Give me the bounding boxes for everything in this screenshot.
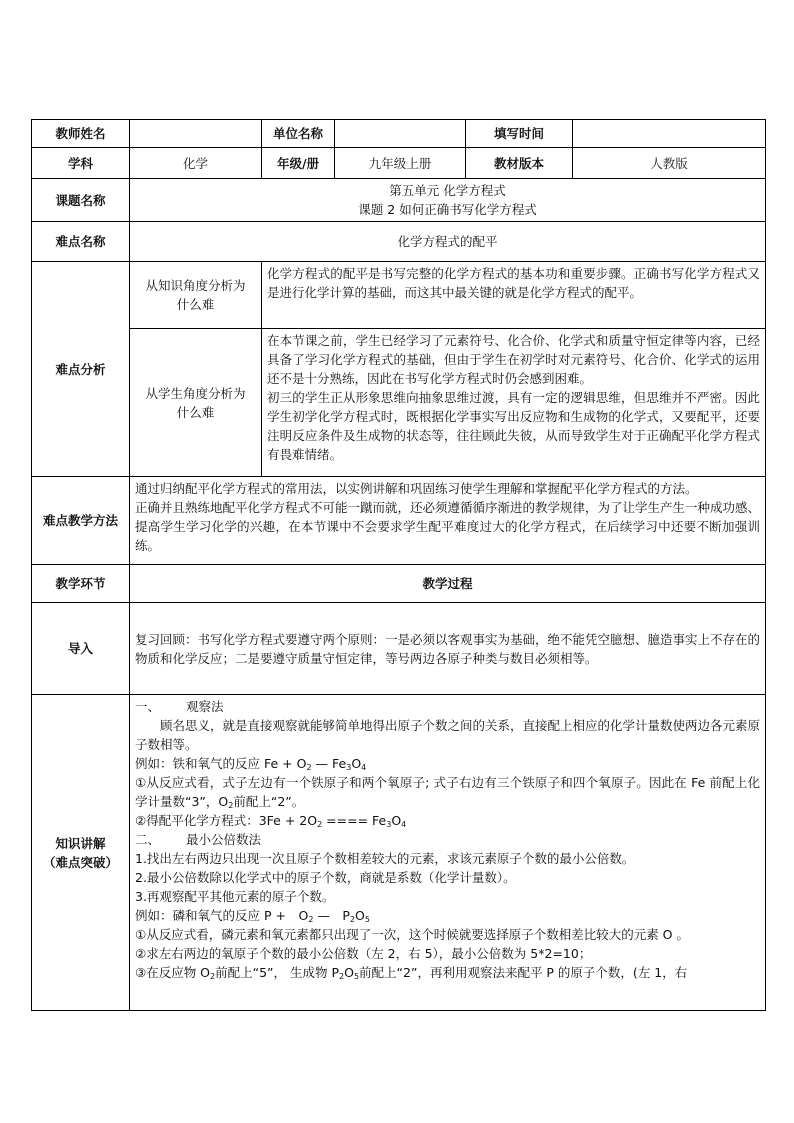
method-para-1: 通过归纳配平化学方程式的常用法，以实例讲解和巩固练习使学生理解和掌握配平化学方程式的方法。 (135, 481, 698, 496)
eq1-sub-o4: 4 (361, 763, 367, 772)
analysis-label: 难点分析 (32, 262, 130, 477)
fill-time-field[interactable] (573, 120, 766, 148)
step2-text-c: O (391, 813, 402, 828)
s2-step3-text-a: ③在反应物 O (135, 965, 211, 980)
grade-label: 年级/册 (262, 148, 335, 179)
section-2-item-3: 3.再观察配平其他元素的原子个数。 (135, 889, 335, 904)
method-row (32, 477, 766, 565)
s2-step3-text-b: 前配上“5”， 生成物 P (215, 965, 340, 980)
section-2-number: 二、 (135, 832, 161, 847)
eq2-reactants: P + O (264, 908, 309, 923)
student-angle-para-1: 在本节课之前，学生已经学习了元素符号、化合价、化学式和质量守恒定律等内容，已经具备了学习化学方程式的基础，但由于学生在初学时对元素符号、化合价、化学式的运用还不是十分熟练，因此在书写化学方程式时仍会感到困难。 (267, 333, 760, 386)
topic-row (32, 179, 766, 222)
eq1-separator: — Fe (311, 756, 347, 771)
intro-text: 复习回顾：书写化学方程式要遵守两个原则：一是必须以客观事实为基础，绝不能凭空臆想、臆造事实上不存在的物质和化学反应；二是要遵守质量守恒定律，等号两边各原子种类与数目必须相等。 (130, 603, 766, 695)
step1-text-a: ①从反应式看，式子左边有一个铁原子和两个氧原子; 式子右边有三个铁原子和四个氧原子。因此在 Fe 前配上化学计量数“3”，O (135, 775, 760, 809)
intro-label: 导入 (32, 603, 130, 695)
topic-line-2: 课题 2 如何正确书写化学方程式 (358, 202, 537, 217)
s2-step3-sub-p2: 2 (339, 972, 345, 981)
section-2-step-3 (135, 963, 760, 982)
teacher-name-label: 教师姓名 (32, 120, 130, 148)
subject-value: 化学 (130, 148, 262, 179)
teacher-name-field[interactable] (130, 120, 262, 148)
step2-text-a: ②得配平化学方程式：3Fe + 2O (135, 813, 318, 828)
process-header: 教学过程 (130, 565, 766, 603)
stage-header: 教学环节 (32, 565, 130, 603)
topic-label: 课题名称 (32, 179, 130, 222)
method-label: 难点教学方法 (32, 477, 130, 565)
section-1-step-2 (135, 811, 760, 830)
knowledge-angle-text: 化学方程式的配平是书写完整的化学方程式的基本功和重要步骤。正确书写化学方程式又是进行化学计算的基础，而这其中最关键的就是化学方程式的配平。 (262, 262, 766, 329)
eq2-sub-p2: 2 (349, 915, 356, 924)
eq1-sub-fe3: 3 (346, 763, 352, 772)
unit-name-field[interactable] (335, 120, 466, 148)
intro-row (32, 603, 766, 695)
subject-label: 学科 (32, 148, 130, 179)
eq1-product-o: O (351, 756, 362, 771)
method-text (130, 477, 766, 565)
topic-line-1: 第五单元 化学方程式 (389, 183, 506, 198)
difficulty-row (32, 222, 766, 262)
unit-name-label: 单位名称 (262, 120, 335, 148)
section-1-description: 顾名思义，就是直接观察就能够简单地得出原子个数之间的关系，直接配上相应的化学计量数使两边各元素原子数相等。 (135, 718, 760, 752)
analysis-knowledge-row (32, 262, 766, 329)
knowledge-content-inner (135, 697, 760, 1008)
student-angle-label: 从学生角度分析为什么难 (130, 329, 262, 477)
knowledge-label (32, 695, 130, 1011)
method-para-2: 正确并且熟练地配平化学方程式不可能一蹴而就，还必须遵循循序渐进的教学规律，为了让学生产生一种成功感、提高学生学习化学的兴趣，在本节课中不会要求学生配平难度过大的化学方程式，在后续学习中还要不断加强训练。 (135, 500, 761, 553)
eq1-sub-o2: 2 (306, 763, 312, 772)
process-header-row (32, 565, 766, 603)
equation-p-o2 (264, 908, 370, 923)
eq2-sub-o5: 5 (364, 915, 370, 924)
eq2-product-o: O (355, 908, 365, 923)
step1-sub-o2: 2 (228, 801, 234, 810)
student-angle-para-2: 初三的学生正从形象思维向抽象思维过渡，具有一定的逻辑思维，但思维并不严密。因此学生初学化学方程式时，既根据化学事实写出反应物和生成物的化学式，又要配平，还要注明反应条件及生成物的状态等，往往顾此失彼，从而导致学生对于正确配平化学方程式有畏难情绪。 (267, 390, 760, 462)
section-1-step-1 (135, 773, 760, 811)
eq2-sub-o2: 2 (308, 915, 314, 924)
eq2-separator: — P (313, 908, 350, 923)
section-2-title: 最小公倍数法 (186, 832, 262, 847)
knowledge-label-line-1: 知识讲解 (55, 835, 106, 851)
textbook-label: 教材版本 (466, 148, 573, 179)
step2-sub-o4: 4 (401, 820, 407, 829)
section-1-number: 一、 (135, 699, 161, 714)
grade-value: 九年级上册 (335, 148, 466, 179)
difficulty-label: 难点名称 (32, 222, 130, 262)
knowledge-label-line-2: （难点突破） (42, 854, 118, 870)
step2-text-b: ==== Fe (322, 813, 387, 828)
section-2-step-1: ①从反应式看，磷元素和氧元素都只出现了一次，这个时候就要选择原子个数相差比较大的元素 O 。 (135, 927, 689, 942)
example-1-prefix: 例如：铁和氧气的反应 (135, 756, 261, 771)
section-2-item-2: 2.最小公倍数除以化学式中的原子个数，商就是系数（化学计量数）。 (135, 870, 516, 885)
s2-step3-sub-o5: 5 (353, 972, 360, 981)
s2-step3-sub-o2: 2 (210, 972, 216, 981)
section-2-example (135, 906, 760, 925)
section-2-heading (135, 830, 760, 849)
info-row-2 (32, 148, 766, 179)
step2-sub-fe3: 3 (386, 820, 392, 829)
step2-sub-o2: 2 (317, 820, 323, 829)
topic-value (130, 179, 766, 222)
section-1-heading (135, 697, 760, 716)
example-2-prefix: 例如：磷和氧气的反应 (135, 908, 261, 923)
equation-fe-o2 (264, 756, 366, 771)
section-1-title: 观察法 (186, 699, 224, 714)
step1-text-b: 前配上“2”。 (233, 794, 305, 809)
knowledge-angle-label: 从知识角度分析为什么难 (130, 262, 262, 329)
student-angle-text (262, 329, 766, 477)
difficulty-value: 化学方程式的配平 (130, 222, 766, 262)
s2-step3-text-d: 前配上“2”，再利用观察法来配平 P 的原子个数，(左 1，右 (359, 965, 688, 980)
knowledge-row (32, 695, 766, 1011)
fill-time-label: 填写时间 (466, 120, 573, 148)
section-1-example (135, 754, 760, 773)
textbook-value: 人教版 (573, 148, 766, 179)
section-2-item-1: 1.找出左右两边只出现一次且原子个数相差较大的元素，求该元素原子个数的最小公倍数。 (135, 851, 635, 866)
section-2-step-2: ②求左右两边的氧原子个数的最小公倍数（左 2，右 5），最小公倍数为 5*2=10； (135, 946, 592, 961)
analysis-student-row (32, 329, 766, 477)
lesson-plan-table (31, 119, 766, 1011)
info-row-1 (32, 120, 766, 148)
eq1-reactants: Fe + O (264, 756, 307, 771)
knowledge-content (130, 695, 766, 1011)
s2-step3-text-c: O (344, 965, 354, 980)
